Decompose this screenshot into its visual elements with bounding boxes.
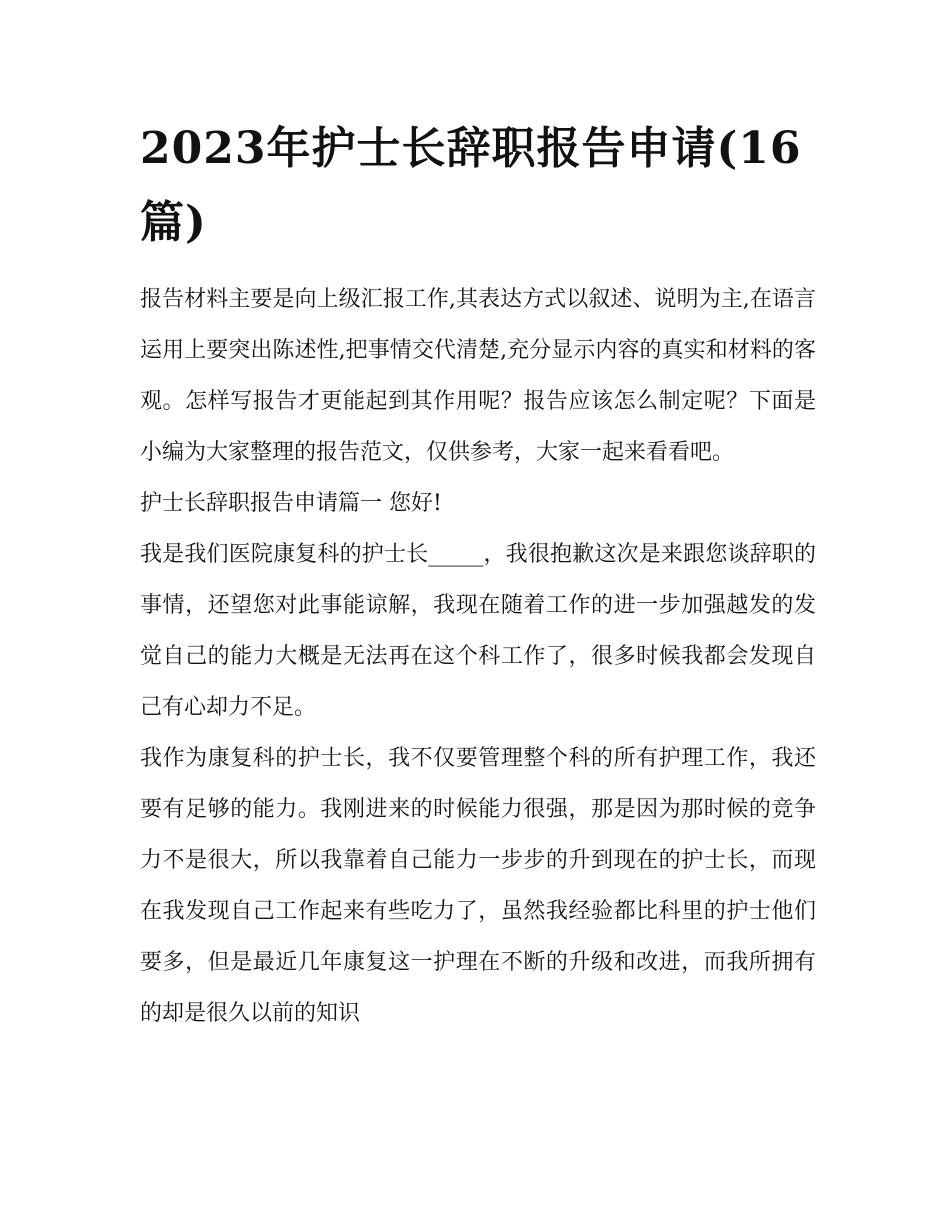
document-title: 2023年护士长辞职报告申请(16篇) (140, 123, 802, 248)
document-content (140, 112, 816, 1039)
intro-paragraph: 报告材料主要是向上级汇报工作,其表达方式以叙述、说明为主,在语言运用上要突出陈述性,把事情交代清楚,充分显示内容的真实和材料的客观。怎样写报告才更能起到其作用呢？报告应该怎么制定呢？下面是小编为大家整理的报告范文，仅供参考，大家一起来看看吧。 (140, 287, 816, 465)
section-heading-paragraph: 护士长辞职报告申请篇一 您好! (140, 491, 442, 516)
body-paragraph: 我是我们医院康复科的护士长_____，我很抱歉这次是来跟您谈辞职的事情，还望您对此事能谅解，我现在随着工作的进一步加强越发的发觉自己的能力大概是无法再在这个科工作了，很多时候我都会发现自己有心却力不足。 (140, 542, 816, 720)
body-paragraph: 我作为康复科的护士长，我不仅要管理整个科的所有护理工作，我还要有足够的能力。我刚进来的时候能力很强，那是因为那时候的竞争力不是很大，所以我靠着自己能力一步步的升到现在的护士长，而现在我发现自己工作起来有些吃力了，虽然我经验都比科里的护士他们要多，但是最近几年康复这一护理在不断的升级和改进，而我所拥有的却是很久以前的知识 (140, 746, 816, 1026)
